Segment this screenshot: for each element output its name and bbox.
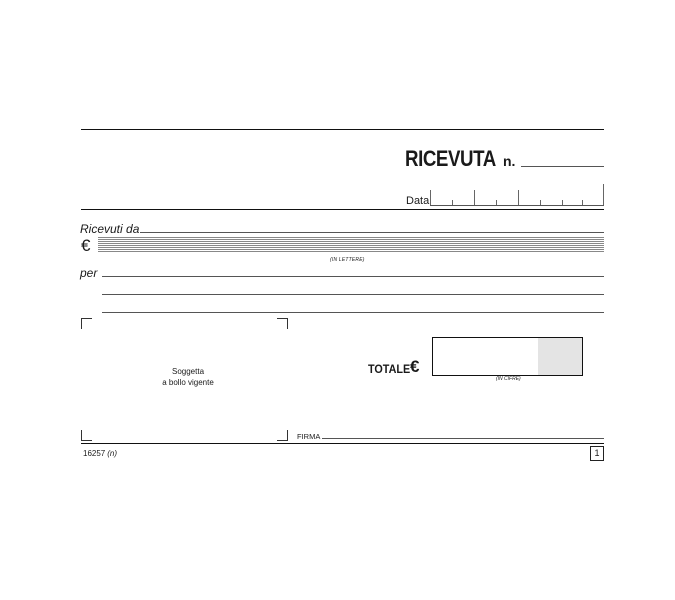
in-words-note: (IN LETTERE) [330, 257, 365, 263]
signature-label: FIRMA [297, 432, 321, 441]
stamp-corner [277, 318, 288, 329]
for-line-3[interactable] [102, 312, 604, 313]
stamp-corner [81, 318, 92, 329]
in-figures-note: (IN CIFRE) [496, 376, 521, 382]
date-tick [582, 200, 583, 205]
signature-line[interactable] [322, 438, 604, 439]
receipt-title: RICEVUTA [405, 146, 496, 171]
bottom-rule [81, 443, 604, 444]
stamp-note [138, 366, 238, 388]
stamp-corner [81, 430, 92, 441]
received-from-label: Ricevuti da [80, 222, 140, 236]
date-tick [430, 190, 431, 205]
euro-icon: € [81, 236, 91, 255]
for-line-1[interactable] [102, 276, 604, 277]
form-code-suffix: (n) [107, 449, 118, 458]
total-amount-field[interactable] [432, 337, 583, 376]
received-from-line[interactable] [140, 232, 604, 233]
date-tick [518, 190, 519, 205]
date-line[interactable] [430, 205, 604, 206]
top-rule [81, 129, 604, 130]
stamp-corner [277, 430, 288, 441]
page-number: 1 [590, 446, 604, 461]
stamp-note-line-1: Soggetta [171, 367, 205, 376]
date-tick [603, 184, 604, 205]
euro-icon: € [410, 357, 420, 376]
date-tick [562, 200, 563, 205]
form-code-number: 16257 [83, 449, 106, 458]
stamp-note-line-2: a bollo vigente [162, 378, 214, 387]
total-label: TOTALE [368, 362, 411, 376]
amount-in-words-field[interactable] [98, 237, 604, 253]
date-label: Data [406, 195, 430, 207]
form-code [83, 449, 117, 458]
section-rule [81, 209, 604, 210]
for-label: per [80, 266, 98, 280]
receipt-number-line[interactable] [521, 166, 604, 167]
date-tick [496, 200, 497, 205]
date-tick [474, 190, 475, 205]
total-cents-shade [538, 338, 582, 375]
for-line-2[interactable] [102, 294, 604, 295]
date-tick [452, 200, 453, 205]
date-tick [540, 200, 541, 205]
receipt-number-label: n. [503, 153, 516, 169]
